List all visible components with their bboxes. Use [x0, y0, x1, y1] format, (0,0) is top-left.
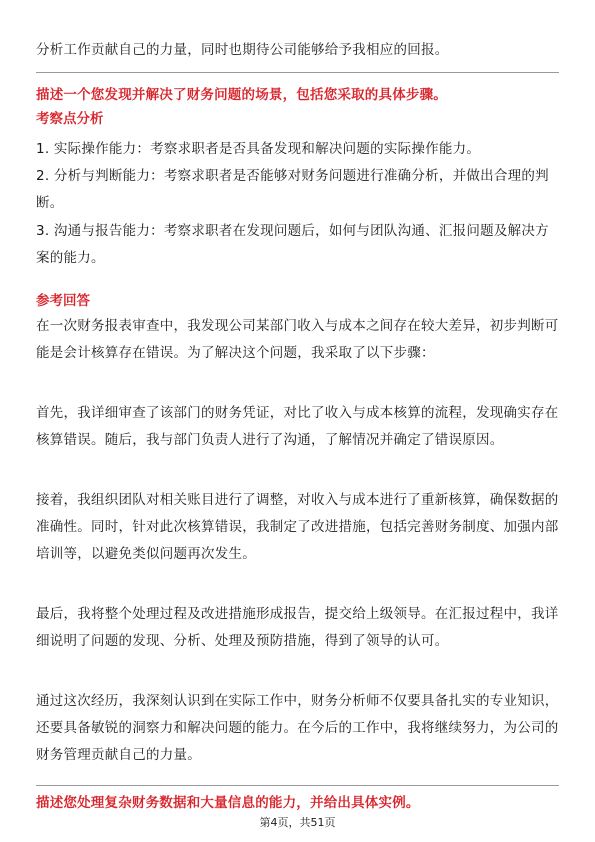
section-divider: [36, 785, 559, 786]
answer-heading: 参考回答: [36, 293, 90, 309]
intro-tail-text: 分析工作贡献自己的力量，同时也期待公司能够给予我相应的回报。: [36, 42, 449, 58]
answer-paragraph-1: 在一次财务报表审查中，我发现公司某部门收入与成本之间存在较大差异，初步判断可能是会计核算存在错误。为了解决这个问题，我采取了以下步骤：: [36, 318, 559, 361]
document-page: [36, 0, 559, 842]
answer-paragraph-5: 通过这次经历，我深刻认识到在实际工作中，财务分析师不仅要具备扎实的专业知识，还要具备敏锐的洞察力和解决问题的能力。在今后的工作中，我将继续努力，为公司的财务管理贡献自己的力量。: [36, 693, 559, 763]
analysis-heading: 考察点分析: [36, 111, 104, 127]
analysis-item-2: 2. 分析与判断能力：考察求职者是否能够对财务问题进行准确分析，并做出合理的判断。: [36, 168, 549, 211]
page-number-footer: 第4页，共51页: [259, 816, 336, 829]
analysis-item-1: 1. 实际操作能力：考察求职者是否具备发现和解决问题的实际操作能力。: [36, 141, 481, 157]
section-divider: [36, 72, 559, 73]
answer-paragraph-2: 首先，我详细审查了该部门的财务凭证，对比了收入与成本核算的流程，发现确实存在核算错误。随后，我与部门负责人进行了沟通，了解情况并确定了错误原因。: [36, 405, 559, 448]
answer-paragraph-4: 最后，我将整个处理过程及改进措施形成报告，提交给上级领导。在汇报过程中，我详细说明了问题的发现、分析、处理及预防措施，得到了领导的认可。: [36, 606, 559, 649]
analysis-item-3: 3. 沟通与报告能力：考察求职者在发现问题后，如何与团队沟通、汇报问题及解决方案的能力。: [36, 223, 549, 266]
answer-paragraph-3: 接着，我组织团队对相关账目进行了调整，对收入与成本进行了重新核算，确保数据的准确性。同时，针对此次核算错误，我制定了改进措施，包括完善财务制度、加强内部培训等，以避免类似问题再次发生。: [36, 492, 559, 562]
next-question-title: 描述您处理复杂财务数据和大量信息的能力，并给出具体实例。: [36, 795, 420, 811]
question-title: 描述一个您发现并解决了财务问题的场景，包括您采取的具体步骤。: [36, 87, 447, 103]
